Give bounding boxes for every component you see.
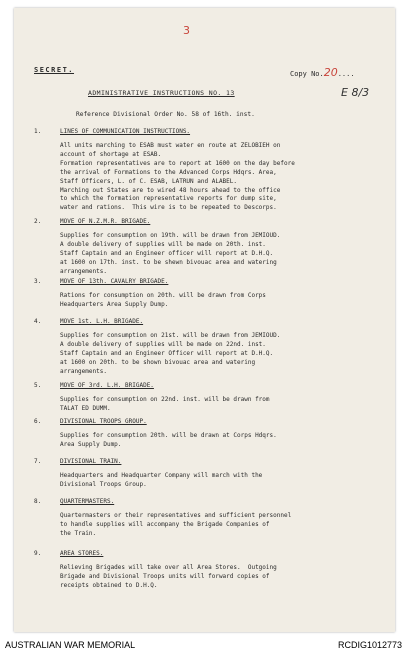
section-body-line: at 1600 on 17th. inst. to be shewn bivouac area and watering xyxy=(60,258,277,266)
section-number: 6. xyxy=(34,418,42,425)
section-body-line: Formation representatives are to report at 1600 on the day before xyxy=(60,159,295,167)
section-number: 2. xyxy=(34,218,42,225)
section-heading: DIVISIONAL TRAIN. xyxy=(60,458,122,465)
section-body-line: water and rations. This wire is to be repeated to Descorps. xyxy=(60,204,277,212)
section-body-line: A double delivery of supplies will be made on 20th. inst. xyxy=(60,240,266,248)
section-heading: MOVE OF 13th. CAVALRY BRIGADE. xyxy=(60,278,169,285)
footer-record-id: RCDIG1012773 xyxy=(337,640,402,650)
section-body-line: to handle supplies will accompany the Brigade Companies of xyxy=(60,520,270,528)
section-body-line: the arrival of Formations to the Advanced Corps Hdqrs. Area, xyxy=(60,168,277,176)
section-body-line: Headquarters Area Supply Dump. xyxy=(60,300,169,308)
section-body-line: Supplies for consumption on 19th. will be drawn from JEMIOUD. xyxy=(60,232,281,239)
section-body-line: arrangements. xyxy=(60,267,107,275)
section-body-line: Staff Officers, L. of C. ESAB, LATRUN and ALABEL. xyxy=(60,177,238,185)
section-body-line: Brigade and Divisional Troops units will forward copies of xyxy=(60,572,270,580)
section-body-line: to which the formation representative reports for dump site, xyxy=(60,195,277,203)
section-body-line: Supplies for consumption 20th. will be drawn at Corps Hdqrs. xyxy=(60,432,277,439)
section-body-line: TALAT ED DUMM. xyxy=(60,404,111,412)
section-body-line: Rations for consumption on 20th. will be drawn from Corps xyxy=(60,292,266,299)
section-body-line: Relieving Brigades will take over all Area Stores. Outgoing xyxy=(60,564,277,571)
section-heading: QUARTERMASTERS. xyxy=(60,498,115,505)
section-body-line: All units marching to ESAB must water en route at ZELOBIEH on xyxy=(60,142,281,149)
section-body-line: Marching out States are to wired 48 hours ahead to the office xyxy=(60,186,281,194)
section-heading: MOVE OF N.Z.M.R. BRIGADE. xyxy=(60,218,151,225)
section-body-line: arrangements. xyxy=(60,367,107,375)
section-heading: DIVISIONAL TROOPS GROUP. xyxy=(60,418,147,425)
reference-line: Reference Divisional Order No. 58 of 16th. inst. xyxy=(76,111,255,118)
section-number: 3. xyxy=(34,278,42,285)
handwritten-reference: E 8/3 xyxy=(341,86,370,99)
copy-number: Copy No.20.... xyxy=(290,66,355,79)
section-body-line: Divisional Troops Group. xyxy=(60,480,147,488)
section-number: 9. xyxy=(34,550,42,557)
archive-footer xyxy=(0,638,407,654)
section-body-line: Staff Captain and an Engineer officer will report at D.H.Q. xyxy=(60,249,274,257)
footer-source: AUSTRALIAN WAR MEMORIAL xyxy=(5,640,136,650)
section-body-line: Headquarters and Headquarter Company will march with the xyxy=(60,472,263,479)
section-body-line: receipts obtained to D.H.Q. xyxy=(60,581,158,589)
section-heading: MOVE OF 3rd. L.H. BRIGADE. xyxy=(60,382,154,389)
section-body-line: account of shortage at ESAB. xyxy=(60,150,162,158)
section-body-line: A double delivery of supplies will be made on 22nd. inst. xyxy=(60,340,266,348)
page-number-mark: 3 xyxy=(183,24,190,37)
section-body-line: Staff Captain and an Engineer Officer will report at D.H.Q. xyxy=(60,349,274,357)
document-title: ADMINISTRATIVE INSTRUCTIONS NO. 13 xyxy=(88,89,235,97)
section-heading: AREA STORES. xyxy=(60,550,104,557)
copy-label: Copy No. xyxy=(290,70,324,78)
section-number: 5. xyxy=(34,382,42,389)
section-body-line: the Train. xyxy=(60,529,97,537)
classification-label: SECRET. xyxy=(34,66,75,74)
section-body-line: Supplies for consumption on 21st. will be drawn from JEMIOUD. xyxy=(60,332,281,339)
section-body-line: Supplies for consumption on 22nd. inst. will be drawn from xyxy=(60,396,270,403)
section-number: 1. xyxy=(34,128,42,135)
section-number: 4. xyxy=(34,318,42,325)
section-number: 7. xyxy=(34,458,42,465)
section-body-line: Area Supply Dump. xyxy=(60,440,122,448)
section-body-line: Quartermasters or their representatives and sufficient personnel xyxy=(60,512,292,519)
section-heading: LINES OF COMMUNICATION INSTRUCTIONS. xyxy=(60,128,191,135)
section-body-line: at 1600 on 20th. to be shown bivouac area and watering xyxy=(60,358,256,366)
section-number: 8. xyxy=(34,498,42,505)
copy-number-value: 20 xyxy=(323,66,338,79)
section-heading: MOVE 1st. L.H. BRIGADE. xyxy=(60,318,144,325)
